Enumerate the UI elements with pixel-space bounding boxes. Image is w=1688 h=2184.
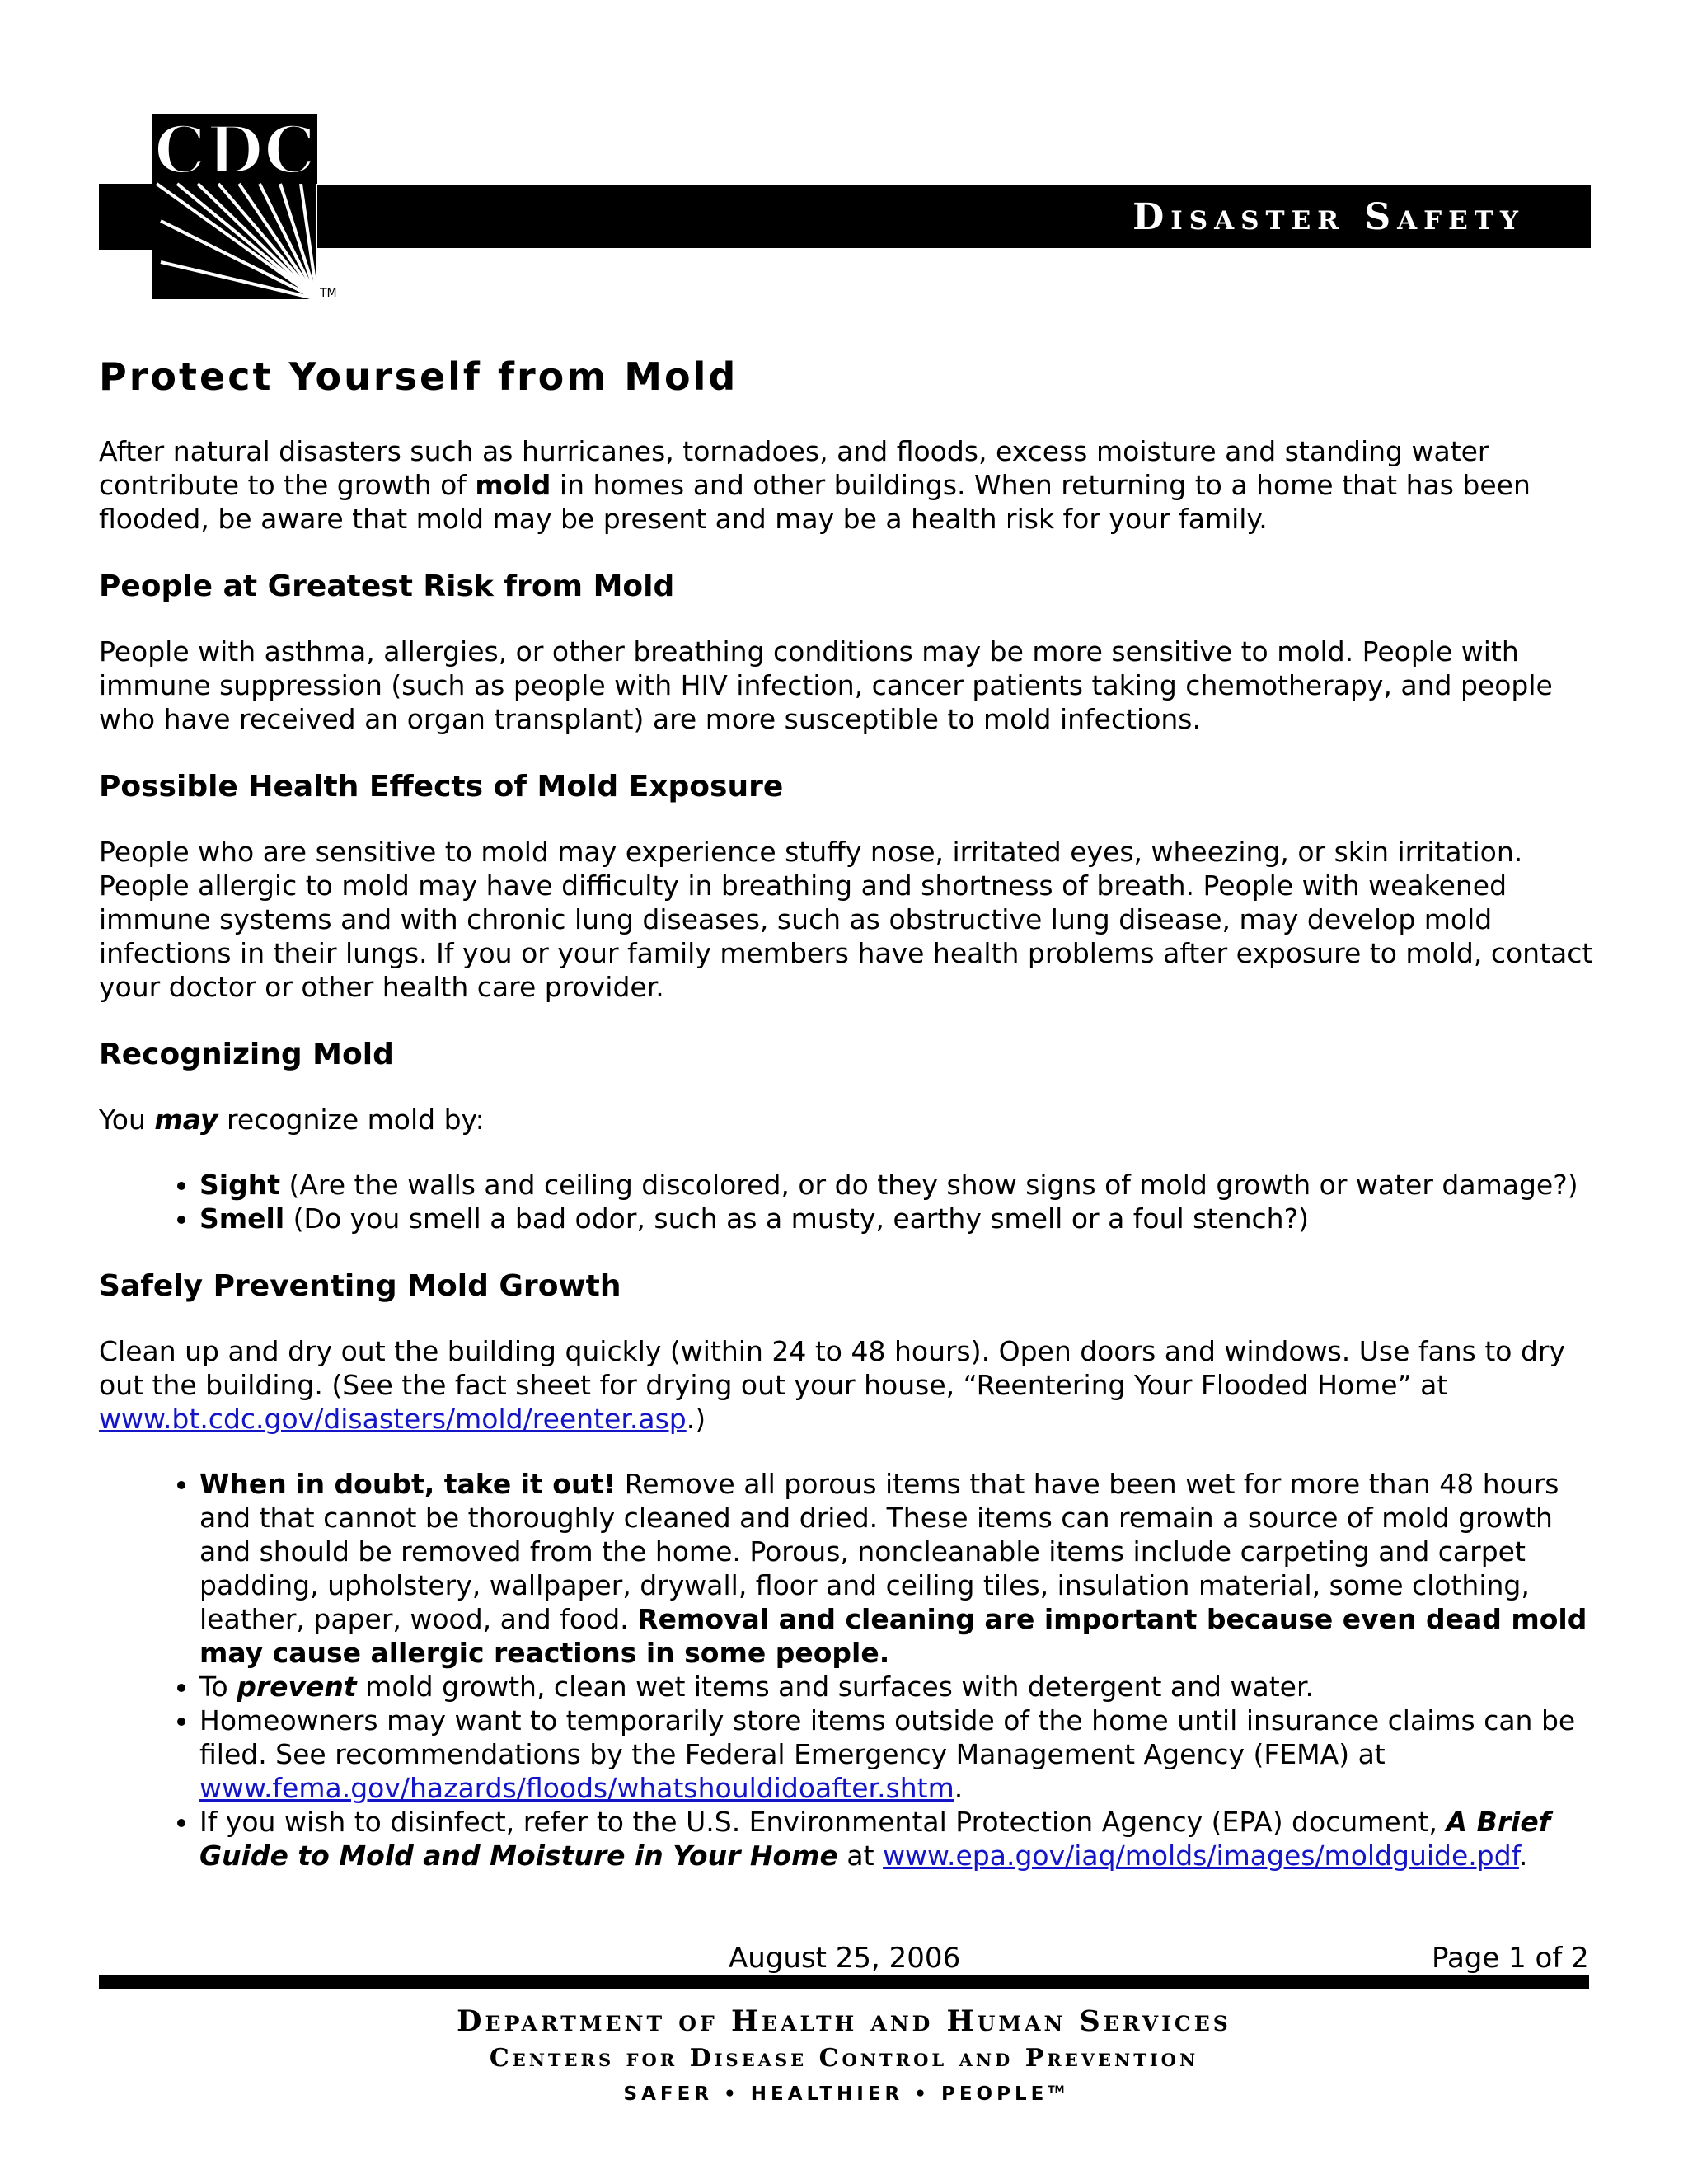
recognizing-intro-start: You [99, 1104, 155, 1136]
intro-text-start: After natural disasters such as hurricanes, tornadoes, and floods, excess moisture and standing water contribute to the growth of [99, 435, 1489, 501]
fema-link[interactable]: www.fema.gov/hazards/floods/whatshouldidoafter.shtm [199, 1772, 954, 1804]
list-item-warning: Removal and cleaning are important because even dead mold may cause allergic reactions in some people. [199, 1603, 1587, 1669]
list-item-text: If you wish to disinfect, refer to the U.S. Environmental Protection Agency (EPA) document, [199, 1806, 1447, 1838]
epa-guide-title: A Brief Guide to Mold and Moisture in Your Home [199, 1806, 1551, 1872]
page-title: Protect Yourself from Mold [99, 354, 738, 399]
logo-trademark: TM [320, 287, 337, 300]
list-item-sight [199, 1168, 1599, 1202]
document-body [99, 350, 1599, 1872]
recognizing-intro [99, 1103, 1599, 1137]
recognizing-heading: Recognizing Mold [99, 1038, 394, 1071]
preventing-intro-end: .) [686, 1403, 706, 1435]
recognizing-list [99, 1168, 1599, 1235]
list-item-text: Remove all porous items that have been wet for more than 48 hours and that cannot be thoroughly cleaned and dried. These items can remain a source of mold growth and should be removed from the home. Porous, noncleanable items include carpeting and carpet padding, upholstery, wallpaper, drywall, floor and ceiling tiles, insulation material, some clothing, leather, paper, wood, and food. [199, 1468, 1559, 1635]
effects-heading: Possible Health Effects of Mold Exposure [99, 770, 784, 804]
risk-heading: People at Greatest Risk from Mold [99, 569, 675, 603]
risk-paragraph: People with asthma, allergies, or other breathing conditions may be more sensitive to mold. People with immune suppression (such as people with HIV infection, cancer patients taking chemotherapy, and people who have received an organ transplant) are more susceptible to mold infections. [99, 635, 1553, 735]
list-item-label: Smell [199, 1202, 285, 1235]
footer-date: August 25, 2006 [729, 1942, 961, 1975]
intro-paragraph [99, 434, 1599, 536]
list-item-text-end: mold growth, clean wet items and surfaces with detergent and water. [356, 1671, 1314, 1703]
list-item-epa [199, 1805, 1599, 1872]
list-item-text-end: . [954, 1772, 964, 1804]
footer-divider [99, 1975, 1589, 1989]
recognizing-intro-emphasis: may [154, 1104, 218, 1136]
list-item-label: Sight [199, 1169, 280, 1201]
list-item-prevent [199, 1670, 1599, 1704]
list-item-text: (Do you smell a bad odor, such as a musty, earthy smell or a foul stench?) [284, 1202, 1309, 1235]
footer-tagline [0, 2083, 1688, 2105]
list-item-text: Homeowners may want to temporarily store items outside of the home until insurance claims can be filed. See recommendations by the Federal Emergency Management Agency (FEMA) at [199, 1704, 1576, 1770]
footer-agency: Centers for Disease Control and Prevention [489, 2044, 1199, 2073]
intro-text-end: in homes and other buildings. When returning to a home that has been flooded, be aware that mold may be present and may be a health risk for your family. [99, 469, 1531, 535]
preventing-intro [99, 1334, 1599, 1436]
cdc-logo [99, 114, 346, 312]
list-item-text-start: To [199, 1671, 237, 1703]
list-item-label: When in doubt, take it out! [199, 1468, 617, 1500]
logo-text: CDC [153, 114, 316, 189]
header-bar [317, 185, 1591, 248]
list-item-emphasis: prevent [237, 1671, 357, 1703]
preventing-heading: Safely Preventing Mold Growth [99, 1269, 621, 1303]
page-number: Page 1 of 2 [1432, 1942, 1589, 1975]
effects-paragraph: People who are sensitive to mold may experience stuffy nose, irritated eyes, wheezing, or skin irritation. People allergic to mold may have difficulty in breathing and shortness of breath. People with weakened immune systems and with chronic lung diseases, such as obstructive lung disease, may develop mold infections in their lungs. If you or your family members have health problems after exposure to mold, contact your doctor or other health care provider. [99, 836, 1593, 1003]
list-item-smell [199, 1202, 1599, 1235]
tagline-text: SAFER • HEALTHIER • PEOPLE [623, 2083, 1048, 2105]
intro-bold-word: mold [475, 469, 551, 501]
list-item-text-mid: at [837, 1840, 884, 1872]
footer-department: Department of Health and Human Services [457, 2004, 1231, 2038]
header-title: Disaster Safety [1132, 195, 1525, 238]
reenter-link[interactable]: www.bt.cdc.gov/disasters/mold/reenter.asp [99, 1403, 687, 1435]
list-item-text: (Are the walls and ceiling discolored, or do they show signs of mold growth or water damage?) [279, 1169, 1578, 1201]
list-item-fema [199, 1704, 1599, 1805]
preventing-intro-text: Clean up and dry out the building quickly (within 24 to 48 hours). Open doors and windows. Use fans to dry out the building. (See the fact sheet for drying out your house, “Reentering Your Flooded Home” at [99, 1335, 1565, 1401]
preventing-list [99, 1467, 1599, 1872]
epa-link[interactable]: www.epa.gov/iaq/molds/images/moldguide.pdf [883, 1840, 1519, 1872]
recognizing-intro-end: recognize mold by: [218, 1104, 485, 1136]
list-item-text-end: . [1518, 1840, 1528, 1872]
tagline-trademark: TM [1048, 2083, 1065, 2096]
list-item-take-it-out [199, 1467, 1599, 1670]
